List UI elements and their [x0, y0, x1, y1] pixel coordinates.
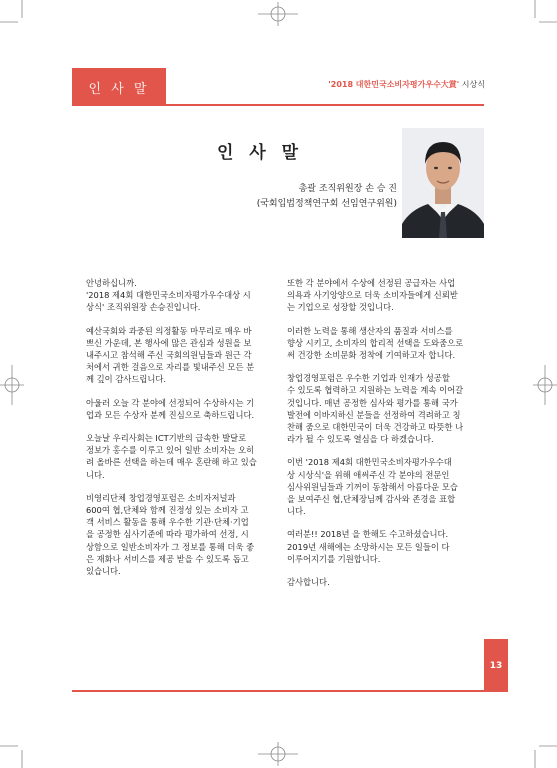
text-line: 또한 각 분야에서 수상에 선정된 공급자는 사업	[287, 278, 456, 288]
author-block	[257, 182, 397, 212]
text-line: 있습니다.	[86, 566, 121, 577]
text-line: 은 재화나 서비스를 제공 받을 수 있도록 돕고	[86, 553, 249, 564]
header-divider	[72, 104, 484, 106]
text-line: 2019년 새해에는 소망하시는 모든 일들이 다	[287, 541, 450, 552]
right-column	[287, 277, 473, 599]
paragraph	[287, 325, 473, 362]
event-title-highlight: '2018 대한민국소비자평가우수大賞'	[328, 80, 460, 89]
text-line: 여러분!! 2018년 을 한해도 수고하셨습니다.	[287, 529, 449, 540]
text-line: 의욕과 사기앙양으로 더욱 소비자들에게 신뢰받	[287, 290, 458, 301]
registration-mark-bottom	[258, 742, 298, 766]
registration-mark-right	[533, 365, 557, 405]
text-line: 창업경영포럼은 우수한 기업과 인재가 성공할	[287, 373, 450, 384]
paragraph	[86, 277, 272, 314]
text-line: 아울러 오늘 각 분야에 선정되어 수상하시는 기	[86, 397, 255, 408]
paragraph	[86, 325, 272, 386]
paragraph	[287, 528, 473, 565]
text-line: 이러한 노력을 통해 생산자의 품질과 서비스를	[287, 325, 453, 336]
text-line: 니다.	[86, 469, 105, 480]
text-line: 는 기업으로 성장할 것입니다.	[287, 302, 394, 313]
text-line: 수 있도록 협력하고 지원하는 노력을 계속 이어갈	[287, 385, 464, 396]
text-line: 객 서비스 활동을 통해 우수한 기관·단체·기업	[86, 517, 249, 528]
page-number: 13	[484, 639, 508, 692]
text-line: 을 보여주신 협,단체장님께 감사와 존경을 표합	[287, 494, 456, 505]
text-line: 찬해 줌으로 대한민국이 더욱 건강하고 따뜻한 나	[287, 422, 464, 433]
author-name: 총괄 조직위원장 손 승 진	[298, 184, 397, 194]
text-line: 이번 '2018 제4회 대한민국소비자평가우수대	[287, 457, 452, 468]
registration-mark-top	[258, 2, 298, 26]
left-column	[86, 277, 272, 588]
text-line: 안녕하십니까.	[86, 278, 137, 288]
paragraph	[86, 397, 272, 421]
registration-mark-left	[0, 365, 24, 405]
text-line: 감사합니다.	[287, 577, 330, 588]
paragraph	[86, 432, 272, 481]
text-line: 심사위원님들과 기꺼이 동참해서 아름다운 모습	[287, 481, 458, 492]
text-line: 것입니다. 매년 공정한 심사와 평가를 통해 국가	[287, 397, 458, 408]
text-line: 니다.	[287, 506, 306, 517]
text-line: 600여 협,단체와 함께 진정성 있는 소비자 고	[86, 505, 249, 516]
text-line: 려 올바른 선택을 하는데 매우 혼란해 하고 있습	[86, 457, 257, 468]
text-line: 을 공정한 심사기준에 따라 평가하여 선정, 시	[86, 529, 249, 540]
text-line: 내주시고 참석해 주신 국회의원님들과 원근 각	[86, 350, 252, 361]
author-portrait	[402, 128, 484, 238]
footer-divider	[72, 690, 484, 692]
text-line: 예산국회와 과중된 의정활동 마무리로 매우 바	[86, 325, 252, 336]
text-line: 써 건강한 소비문화 정착에 기여하고자 합니다.	[287, 350, 456, 361]
text-line: 쁘신 가운데, 본 행사에 많은 관심과 성원을 보	[86, 337, 252, 348]
text-line: 께 깊이 감사드립니다.	[86, 374, 167, 385]
text-line: 이루어지기를 기원합니다.	[287, 553, 381, 564]
paragraph	[287, 456, 473, 517]
paragraph	[287, 277, 473, 314]
page-title: 인 사 말	[216, 143, 304, 163]
text-line: 오늘날 우리사회는 ICT기반의 급속한 발달로	[86, 433, 247, 444]
crop-mark-bottom-left	[0, 738, 30, 768]
text-line: 상식' 조직위원장 손승진입니다.	[86, 302, 201, 313]
crop-mark-bottom-right	[527, 738, 557, 768]
text-line: '2018 제4회 대한민국소비자평가우수대상 시	[86, 290, 251, 301]
paragraph	[287, 576, 473, 588]
crop-mark-top-right	[527, 0, 557, 30]
text-line: 라가 될 수 있도록 열심을 다 하겠습니다.	[287, 434, 434, 445]
section-tab: 인 사 말	[72, 68, 166, 106]
text-line: 향상 시키고, 소비자의 합리적 선택을 도와줌으로	[287, 337, 464, 348]
text-line: 상함으로 일반소비자가 그 정보를 통해 더욱 좋	[86, 541, 255, 552]
paragraph	[86, 492, 272, 577]
crop-mark-top-left	[0, 0, 30, 30]
paragraph	[287, 372, 473, 445]
event-title-suffix: 시상식	[459, 80, 485, 89]
text-line: 처에서 귀한 걸음으로 자리를 빛내주신 모든 분	[86, 362, 255, 373]
text-line: 발전에 이바지하신 분들을 선정하여 격려하고 칭	[287, 409, 461, 420]
text-line: 업과 모든 수상자 분께 진심으로 축하드립니다.	[86, 409, 255, 420]
event-title	[328, 79, 485, 90]
text-line: 상 시상식'을 위해 애써주신 각 분야의 전문인	[287, 469, 450, 480]
text-line: 비영리단체 창업경영포럼은 소비자저널과	[86, 492, 236, 503]
text-line: 정보가 홍수를 이루고 있어 일반 소비자는 오히	[86, 445, 255, 456]
author-affiliation: (국회입법정책연구회 선임연구위원)	[256, 199, 397, 209]
